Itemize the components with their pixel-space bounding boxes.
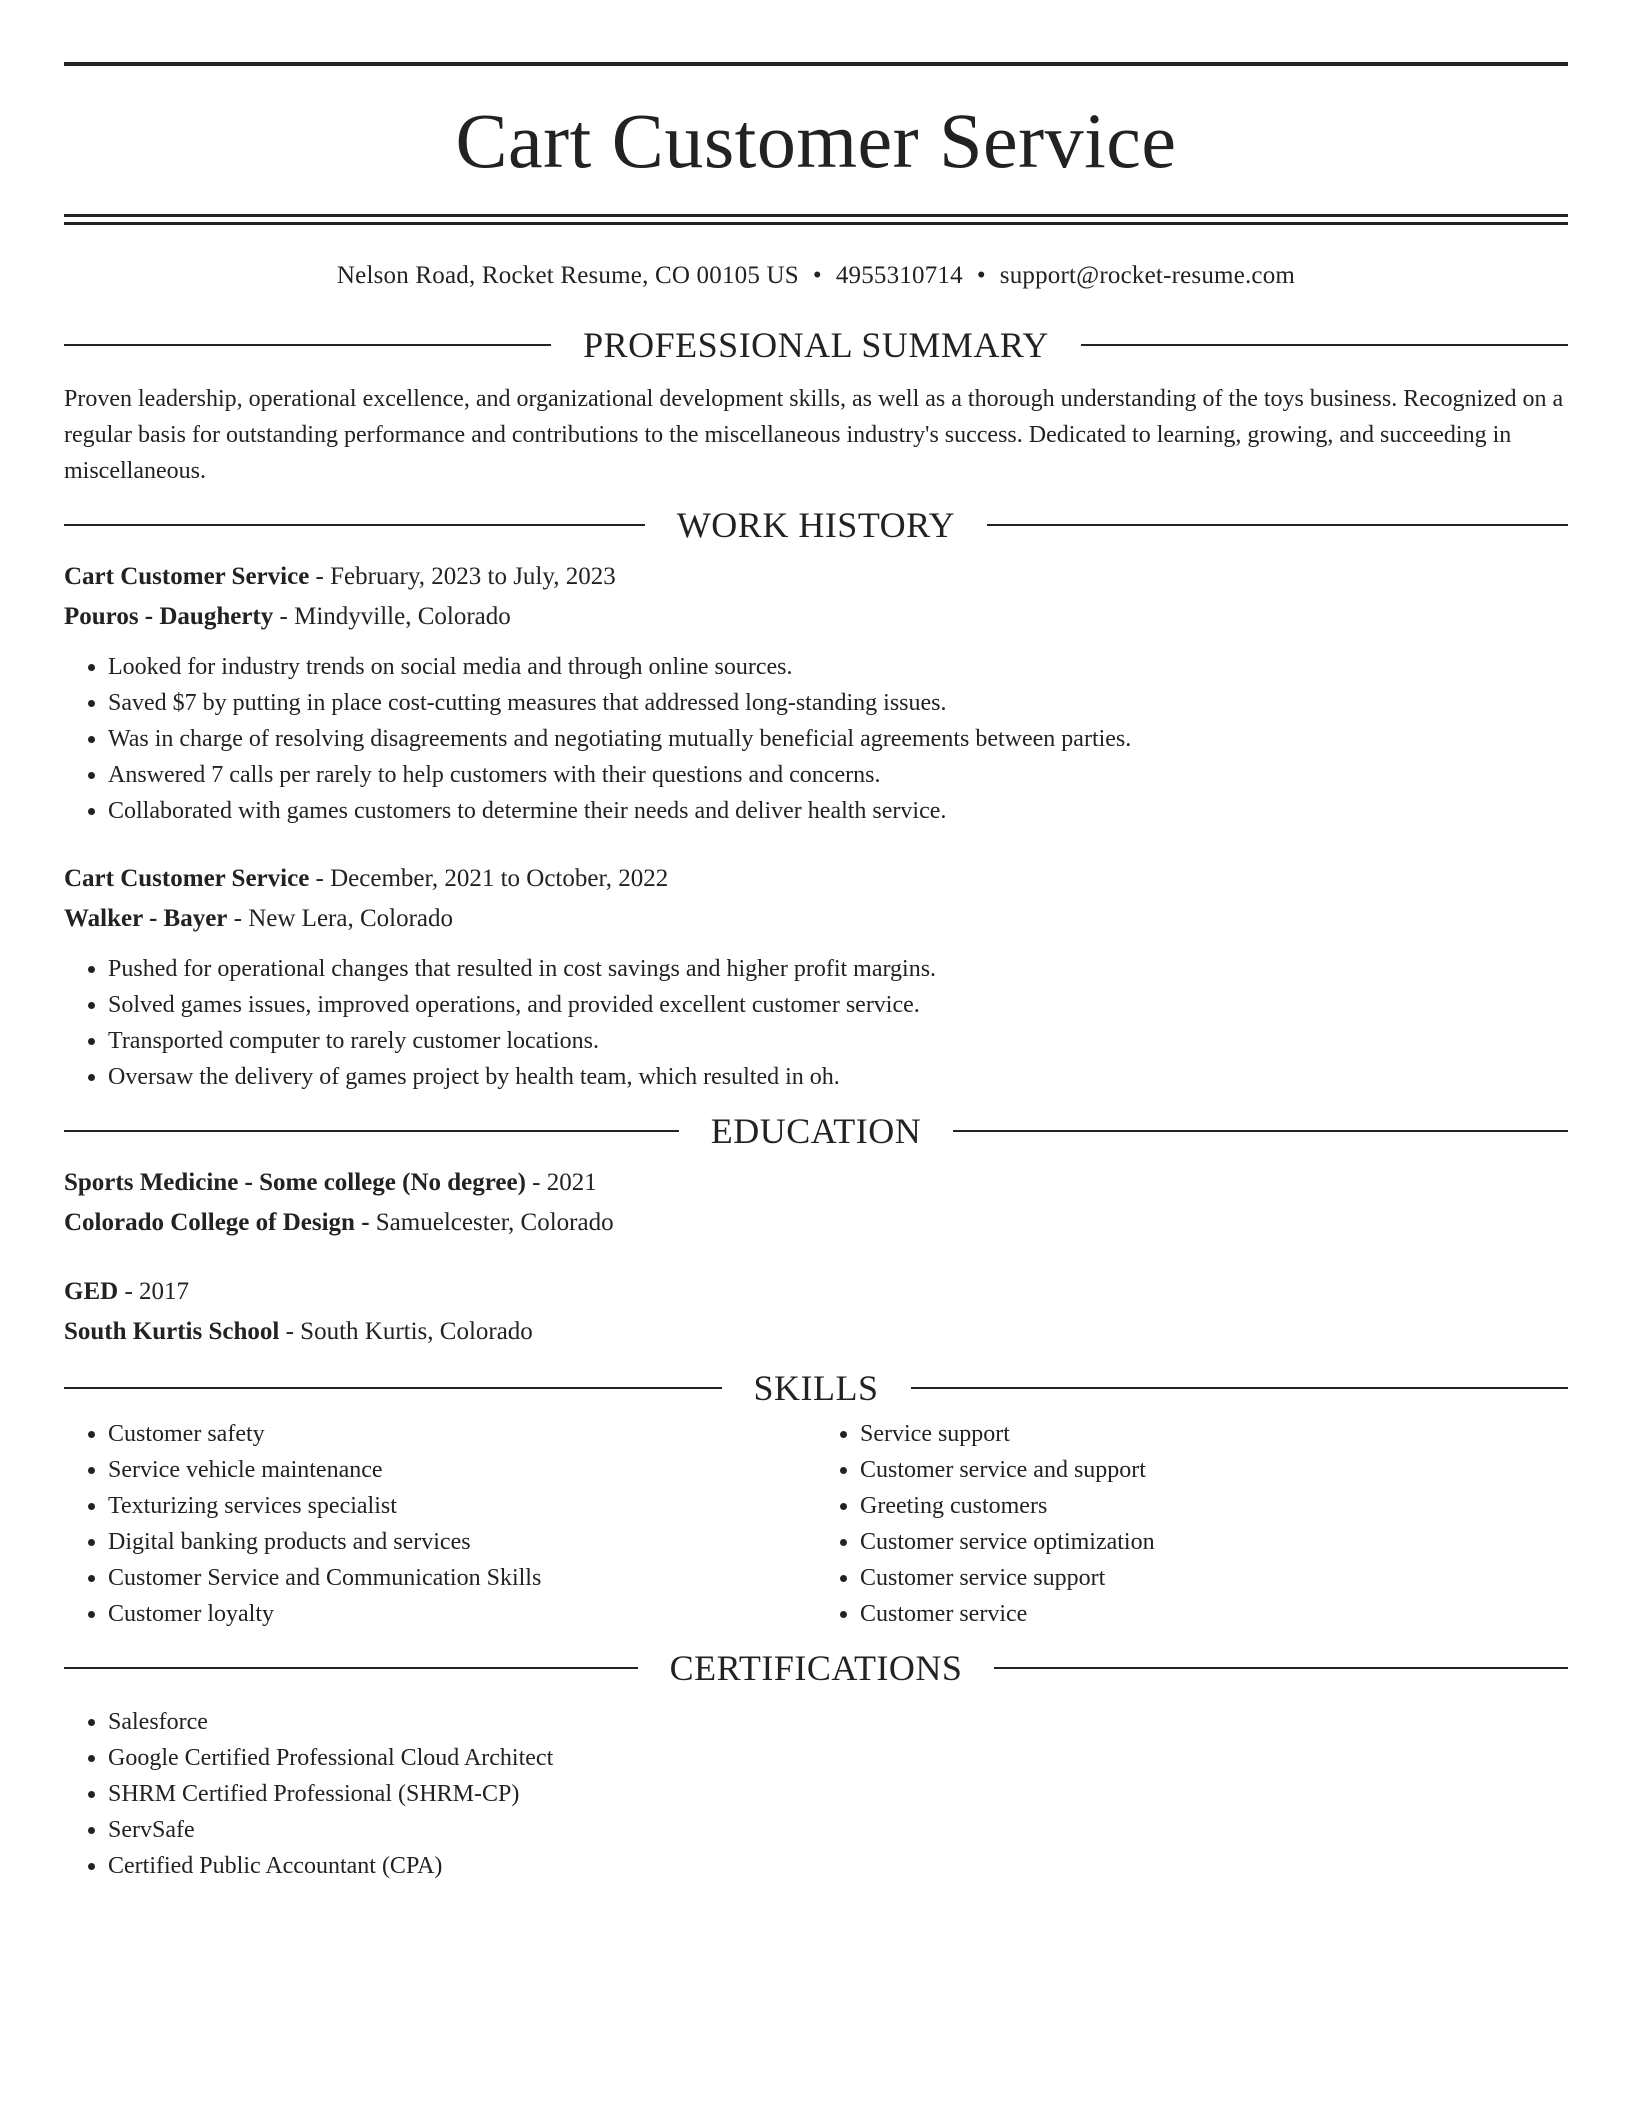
skill-item: • Customer service optimization (860, 1524, 1568, 1560)
certification-item: • SHRM Certified Professional (SHRM-CP) (108, 1776, 1568, 1812)
contact-address: Nelson Road, Rocket Resume, CO 00105 US (336, 262, 799, 289)
job-title: Cart Customer Service (64, 865, 310, 892)
job-company-line (64, 899, 1568, 939)
job-company: Pouros - Daugherty (64, 603, 274, 630)
education-school-line (64, 1312, 1568, 1352)
section-header-work (64, 503, 1568, 547)
summary-text: Proven leadership, operational excellence, and organizational development skills, as well as a thorough understanding of the toys business. Recognized on a regular basis for outstanding performance and contributions to the miscellaneous industry's success. Dedicated to learning, growing, and succeeding in miscellaneous. (64, 386, 1564, 484)
skill-item: • Customer safety (108, 1416, 816, 1452)
section-header-skills (64, 1366, 1568, 1410)
job-title-line (64, 557, 1568, 597)
job-bullet: • Looked for industry trends on social media and through online sources. (108, 649, 1568, 685)
education-degree: GED (64, 1278, 119, 1305)
skill-item: • Customer service and support (860, 1452, 1568, 1488)
job-bullet: • Transported computer to rarely customer locations. (108, 1023, 1568, 1059)
education-entry (64, 1163, 1568, 1243)
section-title-summary: PROFESSIONAL SUMMARY (583, 325, 1049, 365)
section-header-certifications (64, 1646, 1568, 1690)
section-header-summary (64, 323, 1568, 367)
section-rule-right (994, 1667, 1568, 1669)
job-bullet: • Collaborated with games customers to determine their needs and deliver health service. (108, 793, 1568, 829)
job-bullet: • Oversaw the delivery of games project by health team, which resulted in oh. (108, 1059, 1568, 1095)
skills-column-left (64, 1416, 816, 1632)
certification-item: • Salesforce (108, 1704, 1568, 1740)
contact-email: support@rocket-resume.com (999, 262, 1296, 289)
job-bullet: • Answered 7 calls per rarely to help customers with their questions and concerns. (108, 757, 1568, 793)
certification-item: • Certified Public Accountant (CPA) (108, 1848, 1568, 1884)
job-dates: - December, 2021 to October, 2022 (309, 865, 669, 892)
education-degree-line (64, 1163, 1568, 1203)
skill-item: • Service vehicle maintenance (108, 1452, 816, 1488)
education-school: Colorado College of Design - (64, 1209, 370, 1236)
certifications-list (64, 1704, 1568, 1884)
education-location: - South Kurtis, Colorado (279, 1318, 533, 1345)
section-rule-right (1081, 344, 1568, 346)
job-location: - New Lera, Colorado (227, 905, 454, 932)
skill-item: • Customer loyalty (108, 1596, 816, 1632)
section-rule-right (987, 524, 1568, 526)
job-company: Walker - Bayer (64, 905, 228, 932)
education-year: - 2017 (118, 1278, 190, 1305)
education-degree-line (64, 1272, 1568, 1312)
contact-separator: • (976, 262, 986, 289)
section-rule-right (953, 1130, 1568, 1132)
job-bullet: • Solved games issues, improved operations, and provided excellent customer service. (108, 987, 1568, 1023)
certification-item: • ServSafe (108, 1812, 1568, 1848)
skill-item: • Digital banking products and services (108, 1524, 816, 1560)
contact-separator: • (812, 262, 822, 289)
certification-item: • Google Certified Professional Cloud Architect (108, 1740, 1568, 1776)
education-school-line (64, 1203, 1568, 1243)
job-entry (64, 557, 1568, 829)
job-bullet: • Was in charge of resolving disagreements and negotiating mutually beneficial agreements between parties. (108, 721, 1568, 757)
skills-grid (64, 1416, 1568, 1632)
section-title-work: WORK HISTORY (676, 505, 956, 545)
section-title-certifications: CERTIFICATIONS (669, 1648, 963, 1688)
skills-list (816, 1416, 1568, 1632)
top-rule (64, 62, 1568, 66)
skill-item: • Greeting customers (860, 1488, 1568, 1524)
education-location: Samuelcester, Colorado (369, 1209, 614, 1236)
skills-column-right (816, 1416, 1568, 1632)
skill-item: • Customer service support (860, 1560, 1568, 1596)
section-rule-left (64, 1667, 638, 1669)
job-location: - Mindyville, Colorado (273, 603, 511, 630)
job-bullets (64, 649, 1568, 829)
job-bullet: • Pushed for operational changes that resulted in cost savings and higher profit margins. (108, 951, 1568, 987)
skill-item: • Service support (860, 1416, 1568, 1452)
section-rule-left (64, 1387, 722, 1389)
education-year: - 2021 (525, 1169, 597, 1196)
contact-phone: 4955310714 (835, 262, 963, 289)
job-title-line (64, 859, 1568, 899)
skills-list (64, 1416, 816, 1632)
section-header-education (64, 1109, 1568, 1153)
section-rule-left (64, 344, 551, 346)
section-rule-left (64, 1130, 679, 1132)
job-company-line (64, 597, 1568, 637)
education-degree: Sports Medicine - Some college (No degree) (64, 1169, 526, 1196)
resume-name: Cart Customer Service (455, 97, 1177, 184)
education-school: South Kurtis School (64, 1318, 280, 1345)
skill-item: • Customer service (860, 1596, 1568, 1632)
skill-item: • Customer Service and Communication Skills (108, 1560, 816, 1596)
education-entry (64, 1272, 1568, 1352)
section-title-skills: SKILLS (753, 1368, 879, 1408)
section-rule-left (64, 524, 645, 526)
section-title-education: EDUCATION (710, 1111, 922, 1151)
skill-item: • Texturizing services specialist (108, 1488, 816, 1524)
contact-line (64, 261, 1568, 291)
job-bullets (64, 951, 1568, 1095)
job-bullet: • Saved $7 by putting in place cost-cutting measures that addressed long-standing issues. (108, 685, 1568, 721)
name-double-rule (64, 214, 1568, 225)
section-rule-right (911, 1387, 1569, 1389)
job-title: Cart Customer Service (64, 563, 310, 590)
job-dates: - February, 2023 to July, 2023 (309, 563, 616, 590)
job-entry (64, 859, 1568, 1095)
